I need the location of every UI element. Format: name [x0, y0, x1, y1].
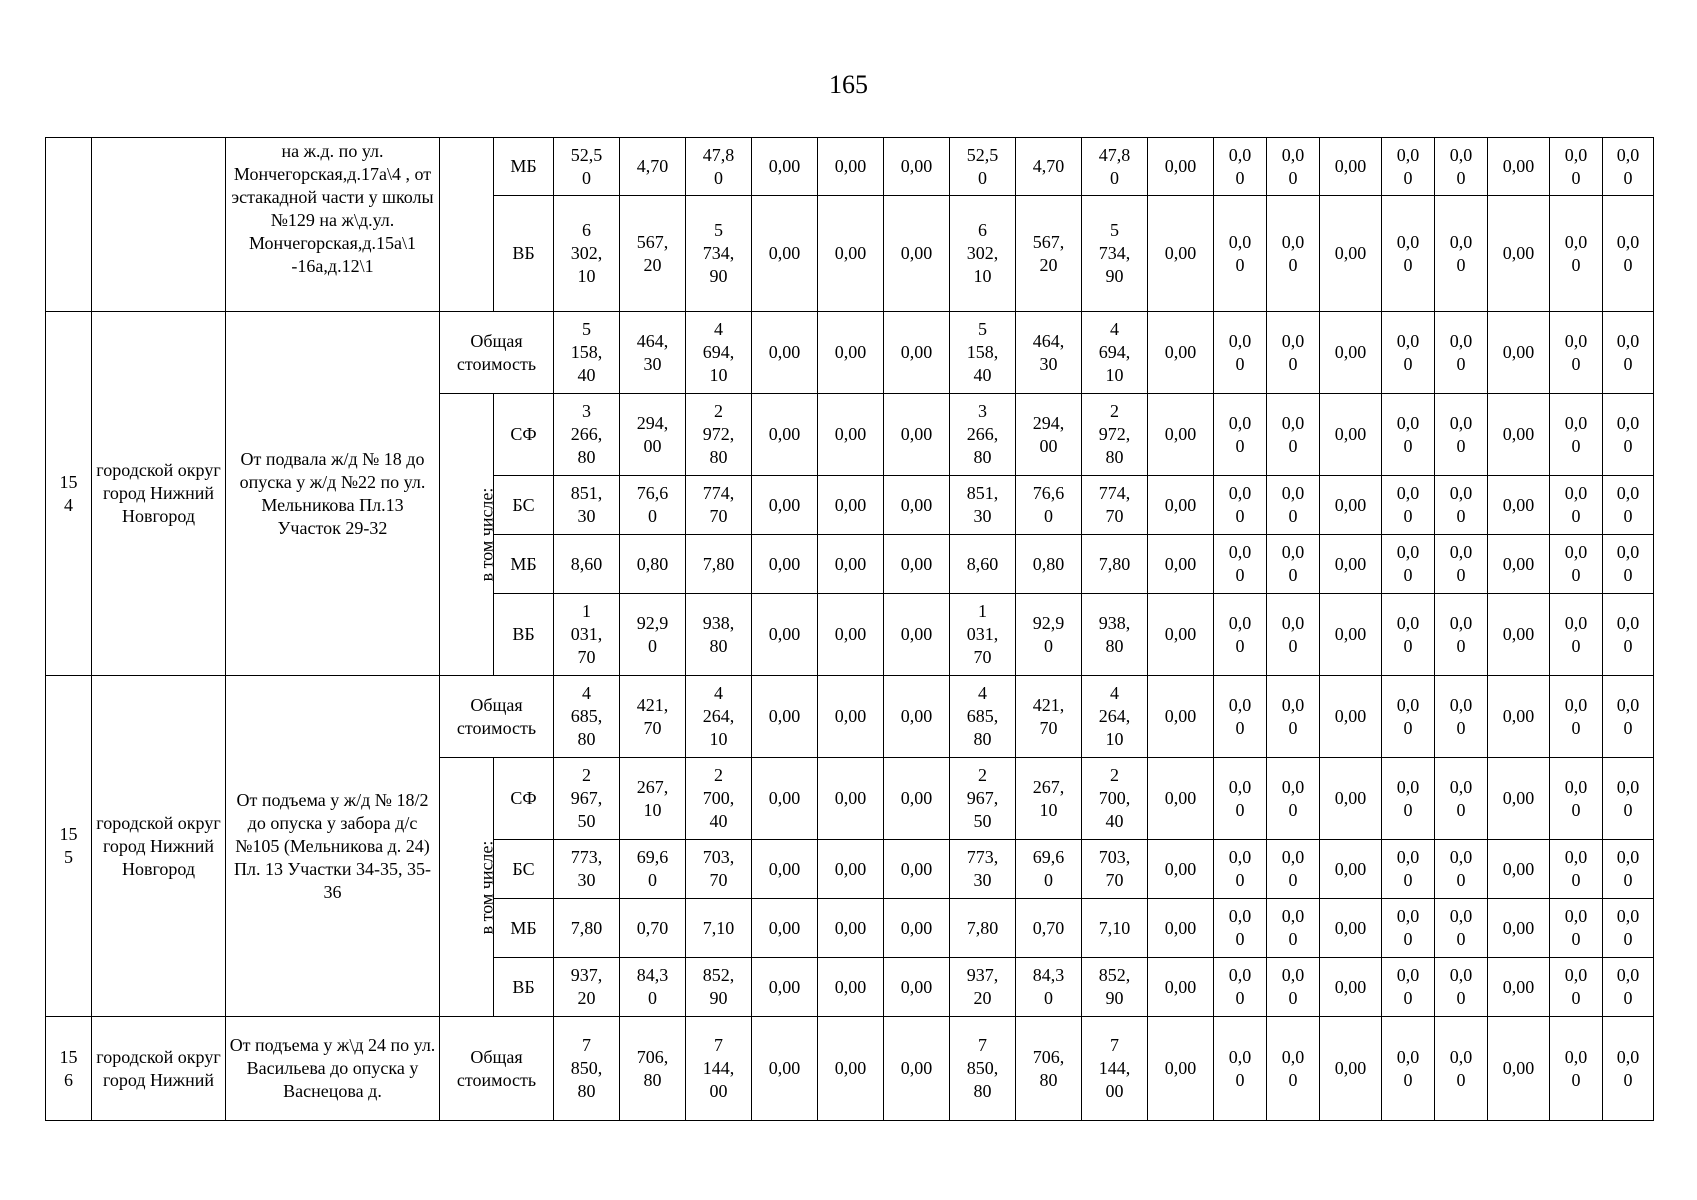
municipality-cell: городской округ город Нижний Новгород [92, 312, 226, 676]
value-cell: 0,00 [1320, 1017, 1382, 1121]
value-cell: 7 850, 80 [950, 1017, 1016, 1121]
value-cell: 0,0 0 [1267, 1017, 1320, 1121]
value-cell: 0,0 0 [1382, 840, 1435, 899]
value-cell: 7,10 [686, 899, 752, 958]
source-label-cell: ВБ [494, 594, 554, 676]
value-cell: 0,0 0 [1550, 594, 1603, 676]
value-cell: 7,80 [686, 535, 752, 594]
value-cell: 84,3 0 [1016, 958, 1082, 1017]
value-cell: 0,0 0 [1550, 840, 1603, 899]
value-cell: 0,0 0 [1550, 535, 1603, 594]
value-cell: 0,0 0 [1214, 958, 1267, 1017]
value-cell: 0,00 [1488, 535, 1550, 594]
value-cell: 267, 10 [620, 758, 686, 840]
value-cell: 0,0 0 [1382, 758, 1435, 840]
value-cell: 0,00 [1320, 138, 1382, 196]
value-cell: 0,00 [752, 899, 818, 958]
value-cell: 0,00 [1148, 958, 1214, 1017]
value-cell: 0,00 [884, 1017, 950, 1121]
including-label: в том числе: [476, 487, 497, 582]
value-cell: 0,00 [1488, 676, 1550, 758]
value-cell: 0,00 [884, 676, 950, 758]
value-cell: 0,0 0 [1603, 476, 1654, 535]
value-cell: 0,00 [1320, 476, 1382, 535]
value-cell: 0,80 [620, 535, 686, 594]
value-cell: 0,0 0 [1214, 535, 1267, 594]
page-number: 165 [829, 70, 868, 99]
value-cell: 0,00 [884, 899, 950, 958]
value-cell: 7,10 [1082, 899, 1148, 958]
total-label-cell: Общая стоимость [440, 312, 554, 394]
value-cell: 0,0 0 [1435, 840, 1488, 899]
value-cell: 0,0 0 [1267, 594, 1320, 676]
value-cell: 0,70 [1016, 899, 1082, 958]
value-cell: 4 264, 10 [1082, 676, 1148, 758]
value-cell: 0,0 0 [1267, 535, 1320, 594]
value-cell: 703, 70 [1082, 840, 1148, 899]
source-label-cell: МБ [494, 899, 554, 958]
value-cell: 2 967, 50 [950, 758, 1016, 840]
value-cell: 0,00 [1488, 594, 1550, 676]
value-cell: 0,00 [752, 138, 818, 196]
value-cell: 706, 80 [620, 1017, 686, 1121]
value-cell: 937, 20 [554, 958, 620, 1017]
value-cell: 92,9 0 [1016, 594, 1082, 676]
value-cell: 0,00 [884, 840, 950, 899]
value-cell: 0,0 0 [1435, 1017, 1488, 1121]
budget-table [45, 137, 1654, 1121]
value-cell: 0,0 0 [1214, 476, 1267, 535]
value-cell: 0,0 0 [1435, 312, 1488, 394]
value-cell: 0,0 0 [1603, 1017, 1654, 1121]
value-cell: 773, 30 [554, 840, 620, 899]
value-cell: 0,00 [818, 899, 884, 958]
value-cell: 0,0 0 [1382, 312, 1435, 394]
value-cell: 0,00 [818, 958, 884, 1017]
value-cell: 0,0 0 [1435, 758, 1488, 840]
source-label-cell: СФ [494, 758, 554, 840]
value-cell: 0,0 0 [1550, 899, 1603, 958]
value-cell: 6 302, 10 [554, 196, 620, 312]
value-cell: 47,8 0 [686, 138, 752, 196]
value-cell: 0,00 [818, 196, 884, 312]
value-cell: 0,0 0 [1603, 958, 1654, 1017]
value-cell: 5 158, 40 [950, 312, 1016, 394]
value-cell: 464, 30 [620, 312, 686, 394]
value-cell: 0,70 [620, 899, 686, 958]
value-cell: 0,0 0 [1382, 899, 1435, 958]
value-cell: 0,00 [1488, 958, 1550, 1017]
value-cell: 69,6 0 [620, 840, 686, 899]
value-cell: 0,0 0 [1267, 899, 1320, 958]
value-cell: 2 700, 40 [1082, 758, 1148, 840]
source-label-cell: МБ [494, 535, 554, 594]
value-cell: 0,0 0 [1550, 196, 1603, 312]
value-cell: 3 266, 80 [554, 394, 620, 476]
value-cell: 7,80 [1082, 535, 1148, 594]
value-cell: 0,00 [752, 676, 818, 758]
total-label-cell: Общая стоимость [440, 676, 554, 758]
value-cell: 0,0 0 [1214, 594, 1267, 676]
source-label-cell: СФ [494, 394, 554, 476]
value-cell: 464, 30 [1016, 312, 1082, 394]
value-cell: 0,00 [752, 196, 818, 312]
value-cell: 0,0 0 [1214, 394, 1267, 476]
value-cell: 852, 90 [686, 958, 752, 1017]
value-cell: 0,0 0 [1435, 899, 1488, 958]
value-cell: 0,0 0 [1214, 1017, 1267, 1121]
value-cell: 0,00 [1488, 899, 1550, 958]
value-cell: 0,0 0 [1435, 594, 1488, 676]
value-cell: 84,3 0 [620, 958, 686, 1017]
value-cell: 0,00 [818, 758, 884, 840]
value-cell: 0,0 0 [1214, 676, 1267, 758]
source-label-cell: МБ [494, 138, 554, 196]
value-cell: 567, 20 [620, 196, 686, 312]
value-cell: 47,8 0 [1082, 138, 1148, 196]
value-cell: 0,00 [884, 196, 950, 312]
value-cell: 0,0 0 [1214, 899, 1267, 958]
value-cell: 4,70 [1016, 138, 1082, 196]
value-cell: 0,00 [752, 535, 818, 594]
table-row [46, 676, 1654, 758]
value-cell: 0,00 [1488, 840, 1550, 899]
value-cell: 0,00 [818, 1017, 884, 1121]
value-cell: 0,0 0 [1382, 594, 1435, 676]
value-cell: 0,0 0 [1382, 476, 1435, 535]
value-cell: 92,9 0 [620, 594, 686, 676]
value-cell: 0,0 0 [1214, 840, 1267, 899]
value-cell: 421, 70 [1016, 676, 1082, 758]
value-cell: 0,0 0 [1550, 138, 1603, 196]
source-label-cell: БС [494, 476, 554, 535]
value-cell: 0,0 0 [1435, 535, 1488, 594]
value-cell: 0,00 [752, 758, 818, 840]
value-cell: 7,80 [554, 899, 620, 958]
value-cell: 294, 00 [1016, 394, 1082, 476]
value-cell: 0,0 0 [1382, 676, 1435, 758]
value-cell: 0,00 [1488, 196, 1550, 312]
value-cell: 0,00 [818, 312, 884, 394]
including-vertical-cell [440, 758, 497, 1017]
value-cell: 4 694, 10 [686, 312, 752, 394]
value-cell: 0,00 [884, 594, 950, 676]
value-cell: 0,0 0 [1435, 476, 1488, 535]
value-cell: 5 734, 90 [1082, 196, 1148, 312]
source-label-cell: ВБ [494, 196, 554, 312]
value-cell: 0,0 0 [1382, 535, 1435, 594]
value-cell: 0,00 [884, 535, 950, 594]
value-cell: 0,0 0 [1603, 394, 1654, 476]
value-cell: 0,00 [818, 676, 884, 758]
value-cell: 0,00 [884, 476, 950, 535]
value-cell: 76,6 0 [620, 476, 686, 535]
value-cell: 267, 10 [1016, 758, 1082, 840]
value-cell: 774, 70 [686, 476, 752, 535]
value-cell: 4 264, 10 [686, 676, 752, 758]
value-cell: 0,0 0 [1214, 138, 1267, 196]
value-cell: 0,00 [1488, 312, 1550, 394]
municipality-cell: городской округ город Нижний Новгород [92, 676, 226, 1017]
value-cell: 1 031, 70 [950, 594, 1016, 676]
value-cell: 0,0 0 [1382, 1017, 1435, 1121]
value-cell: 0,00 [752, 1017, 818, 1121]
value-cell: 0,00 [1148, 394, 1214, 476]
value-cell: 0,00 [1320, 535, 1382, 594]
value-cell: 0,80 [1016, 535, 1082, 594]
value-cell: 0,0 0 [1603, 312, 1654, 394]
value-cell: 0,0 0 [1550, 312, 1603, 394]
value-cell: 0,00 [1320, 840, 1382, 899]
value-cell: 0,00 [884, 138, 950, 196]
description-cell: От подъема у ж\д 24 по ул. Васильева до опуска у Васнецова д. [226, 1017, 440, 1121]
value-cell: 0,0 0 [1435, 958, 1488, 1017]
value-cell: 851, 30 [950, 476, 1016, 535]
value-cell: 4 694, 10 [1082, 312, 1148, 394]
value-cell: 2 700, 40 [686, 758, 752, 840]
including-label: в том числе: [476, 840, 497, 934]
value-cell: 294, 00 [620, 394, 686, 476]
table-row [46, 1017, 1654, 1121]
value-cell: 0,0 0 [1603, 535, 1654, 594]
row-number-cell: 15 5 [46, 676, 92, 1017]
value-cell: 0,00 [1320, 899, 1382, 958]
value-cell: 0,0 0 [1267, 196, 1320, 312]
value-cell: 7,80 [950, 899, 1016, 958]
value-cell: 69,6 0 [1016, 840, 1082, 899]
value-cell: 938, 80 [1082, 594, 1148, 676]
value-cell: 0,00 [818, 394, 884, 476]
value-cell: 0,0 0 [1603, 676, 1654, 758]
value-cell: 0,0 0 [1267, 676, 1320, 758]
value-cell: 76,6 0 [1016, 476, 1082, 535]
value-cell: 0,00 [884, 958, 950, 1017]
value-cell: 567, 20 [1016, 196, 1082, 312]
municipality-cell [92, 138, 226, 312]
value-cell: 0,00 [752, 594, 818, 676]
value-cell: 0,00 [1148, 594, 1214, 676]
value-cell: 0,0 0 [1382, 394, 1435, 476]
value-cell: 774, 70 [1082, 476, 1148, 535]
description-cell: От подвала ж/д № 18 до опуска у ж/д №22 по ул. Мельникова Пл.13 Участок 29-32 [226, 312, 440, 676]
value-cell: 0,0 0 [1214, 312, 1267, 394]
value-cell: 0,00 [818, 594, 884, 676]
value-cell: 0,00 [1148, 196, 1214, 312]
value-cell: 0,00 [1488, 394, 1550, 476]
total-label-cell: Общая стоимость [440, 1017, 554, 1121]
value-cell: 0,00 [752, 958, 818, 1017]
value-cell: 0,00 [1320, 758, 1382, 840]
value-cell: 0,00 [1148, 840, 1214, 899]
value-cell: 0,0 0 [1550, 476, 1603, 535]
value-cell: 0,00 [884, 312, 950, 394]
value-cell: 0,00 [1320, 958, 1382, 1017]
row-number-cell [46, 138, 92, 312]
value-cell: 0,00 [1320, 594, 1382, 676]
value-cell: 5 734, 90 [686, 196, 752, 312]
value-cell: 52,5 0 [554, 138, 620, 196]
value-cell: 0,00 [1148, 899, 1214, 958]
value-cell: 0,0 0 [1550, 958, 1603, 1017]
value-cell: 0,00 [1320, 676, 1382, 758]
value-cell: 0,00 [884, 394, 950, 476]
row-number-cell: 15 6 [46, 1017, 92, 1121]
value-cell: 852, 90 [1082, 958, 1148, 1017]
value-cell: 2 972, 80 [1082, 394, 1148, 476]
value-cell: 0,00 [752, 394, 818, 476]
value-cell: 0,0 0 [1382, 196, 1435, 312]
value-cell: 938, 80 [686, 594, 752, 676]
value-cell: 0,0 0 [1550, 1017, 1603, 1121]
value-cell: 0,0 0 [1435, 196, 1488, 312]
value-cell: 0,00 [884, 758, 950, 840]
value-cell: 0,0 0 [1603, 594, 1654, 676]
value-cell: 0,00 [1320, 196, 1382, 312]
value-cell: 3 266, 80 [950, 394, 1016, 476]
description-cell: на ж.д. по ул. Мончегорская,д.17а\4 , от эстакадной части у школы №129 на ж\д.ул. Мончегорская,д.15а\1 -16а,д.12\1 [226, 138, 440, 312]
description-cell: От подъема у ж/д № 18/2 до опуска у забора д/с №105 (Мельникова д. 24) Пл. 13 Участки 34-35, 35-36 [226, 676, 440, 1017]
value-cell: 0,00 [752, 840, 818, 899]
value-cell: 773, 30 [950, 840, 1016, 899]
value-cell: 0,00 [1148, 676, 1214, 758]
value-cell: 937, 20 [950, 958, 1016, 1017]
value-cell: 0,00 [1148, 758, 1214, 840]
value-cell: 2 972, 80 [686, 394, 752, 476]
value-cell: 421, 70 [620, 676, 686, 758]
value-cell: 0,0 0 [1435, 676, 1488, 758]
value-cell: 0,0 0 [1267, 394, 1320, 476]
value-cell: 706, 80 [1016, 1017, 1082, 1121]
value-cell: 0,00 [1488, 1017, 1550, 1121]
value-cell: 0,0 0 [1382, 958, 1435, 1017]
value-cell: 6 302, 10 [950, 196, 1016, 312]
value-cell: 0,00 [1488, 758, 1550, 840]
value-cell: 8,60 [950, 535, 1016, 594]
value-cell: 0,00 [818, 840, 884, 899]
value-cell: 0,00 [1148, 138, 1214, 196]
value-cell: 7 144, 00 [686, 1017, 752, 1121]
value-cell: 0,00 [1320, 312, 1382, 394]
value-cell: 0,00 [818, 535, 884, 594]
value-cell: 0,00 [1148, 535, 1214, 594]
table-row [46, 138, 1654, 196]
value-cell: 0,0 0 [1267, 958, 1320, 1017]
value-cell: 4,70 [620, 138, 686, 196]
value-cell: 0,00 [818, 476, 884, 535]
value-cell: 0,0 0 [1603, 840, 1654, 899]
value-cell: 0,0 0 [1267, 312, 1320, 394]
value-cell: 0,0 0 [1603, 758, 1654, 840]
value-cell: 0,0 0 [1550, 394, 1603, 476]
table-row [46, 312, 1654, 394]
value-cell: 5 158, 40 [554, 312, 620, 394]
value-cell: 0,00 [752, 476, 818, 535]
value-cell: 0,0 0 [1382, 138, 1435, 196]
value-cell: 4 685, 80 [554, 676, 620, 758]
value-cell: 4 685, 80 [950, 676, 1016, 758]
value-cell: 2 967, 50 [554, 758, 620, 840]
value-cell: 851, 30 [554, 476, 620, 535]
value-cell: 0,00 [1148, 1017, 1214, 1121]
value-cell: 0,0 0 [1435, 394, 1488, 476]
value-cell: 0,00 [752, 312, 818, 394]
value-cell: 7 144, 00 [1082, 1017, 1148, 1121]
value-cell: 703, 70 [686, 840, 752, 899]
value-cell: 0,00 [1320, 394, 1382, 476]
including-vertical-cell [440, 394, 497, 676]
value-cell: 7 850, 80 [554, 1017, 620, 1121]
value-cell: 1 031, 70 [554, 594, 620, 676]
row-number-cell: 15 4 [46, 312, 92, 676]
value-cell: 0,0 0 [1267, 138, 1320, 196]
value-cell: 0,0 0 [1603, 138, 1654, 196]
municipality-cell: городской округ город Нижний [92, 1017, 226, 1121]
value-cell: 0,0 0 [1435, 138, 1488, 196]
source-label-cell: БС [494, 840, 554, 899]
value-cell: 0,0 0 [1603, 196, 1654, 312]
including-vertical-cell [440, 138, 494, 312]
value-cell: 0,0 0 [1214, 758, 1267, 840]
value-cell: 8,60 [554, 535, 620, 594]
value-cell: 0,00 [1148, 476, 1214, 535]
value-cell: 0,0 0 [1267, 840, 1320, 899]
value-cell: 0,00 [1488, 476, 1550, 535]
value-cell: 0,00 [1488, 138, 1550, 196]
value-cell: 0,0 0 [1550, 676, 1603, 758]
source-label-cell: ВБ [494, 958, 554, 1017]
value-cell: 0,00 [818, 138, 884, 196]
value-cell: 0,0 0 [1267, 758, 1320, 840]
value-cell: 0,00 [1148, 312, 1214, 394]
value-cell: 0,0 0 [1267, 476, 1320, 535]
value-cell: 0,0 0 [1214, 196, 1267, 312]
value-cell: 0,0 0 [1603, 899, 1654, 958]
value-cell: 52,5 0 [950, 138, 1016, 196]
value-cell: 0,0 0 [1550, 758, 1603, 840]
